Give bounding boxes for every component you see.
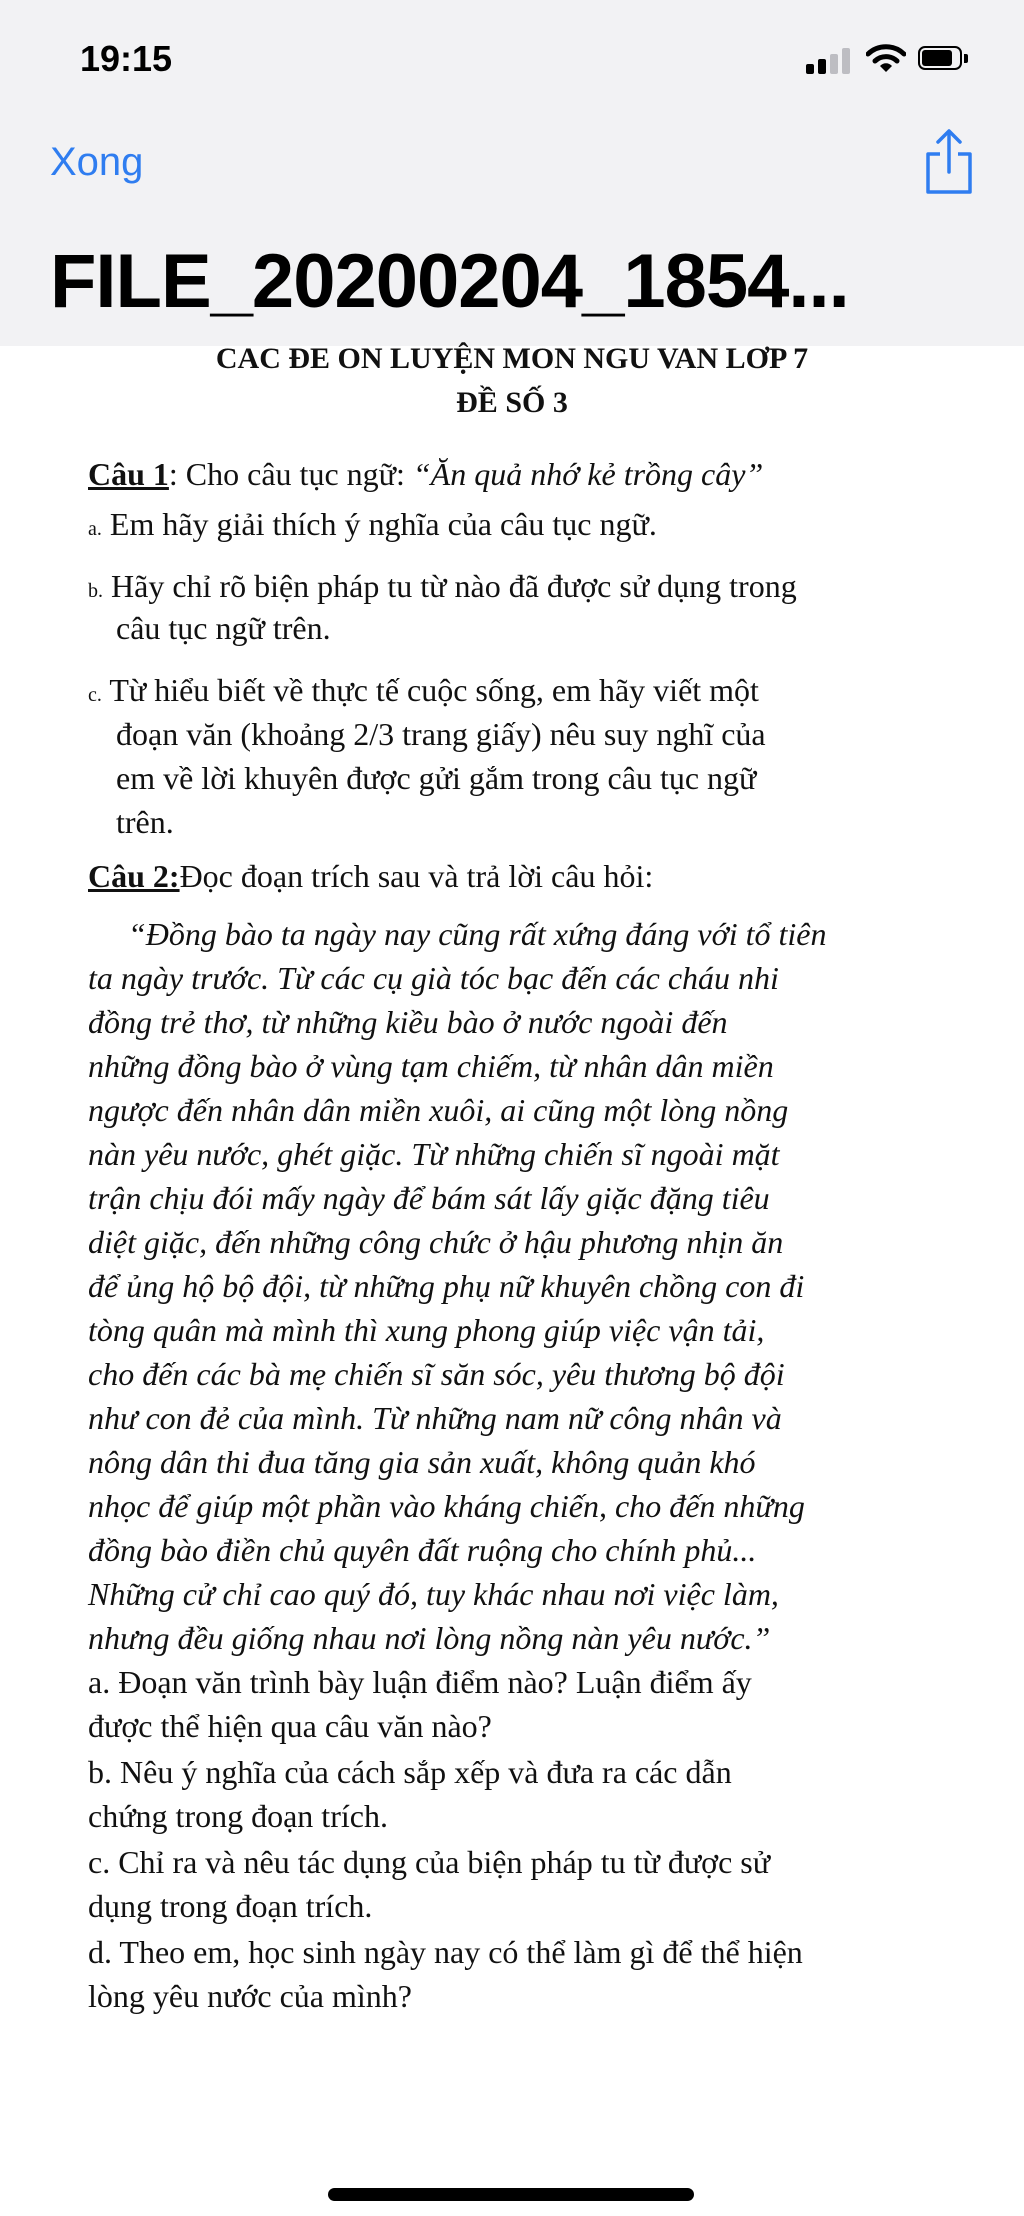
battery-icon — [918, 46, 972, 74]
question-2-intro: Đọc đoạn trích sau và trả lời câu hỏi: — [179, 858, 654, 894]
home-indicator[interactable] — [328, 2188, 694, 2201]
wifi-icon — [866, 44, 906, 74]
item-marker: b. — [88, 580, 103, 602]
question-1a — [88, 506, 657, 543]
question-2a: a. Đoạn văn trình bày luận điểm nào? Luận điểm ấy — [88, 1664, 752, 1700]
proverb-quote: “Ăn quả nhớ kẻ trồng cây” — [412, 456, 764, 492]
passage-line: những đồng bào ở vùng tạm chiếm, từ nhân dân miền — [88, 1048, 774, 1084]
question-1-intro: : Cho câu tục ngữ: — [168, 456, 413, 492]
passage-line: diệt giặc, đến những công chức ở hậu phương nhịn ăn — [88, 1224, 784, 1260]
document-heading: CAC ĐE ON LUYỆN MON NGU VAN LƠP 7 — [215, 342, 809, 375]
passage-line: cho đến các bà mẹ chiến sĩ săn sóc, yêu thương bộ đội — [88, 1356, 785, 1392]
question-1b — [88, 568, 797, 605]
question-2c: c. Chỉ ra và nêu tác dụng của biện pháp tu từ được sử — [88, 1844, 771, 1880]
question-2-label: Câu 2: — [88, 858, 180, 894]
question-1c-text: trên. — [116, 804, 174, 840]
passage-line: nhọc để giúp một phần vào kháng chiến, cho đến những — [88, 1488, 805, 1524]
passage-line: “Đồng bào ta ngày nay cũng rất xứng đáng với tổ tiên — [128, 916, 827, 952]
passage-line: để ủng hộ bộ đội, từ những phụ nữ khuyên chồng con đi — [88, 1268, 805, 1304]
passage-line: nông dân thi đua tăng gia sản xuất, không quản khó — [88, 1444, 756, 1480]
question-1b-text: câu tục ngữ trên. — [116, 610, 331, 646]
passage-line: đồng bào điền chủ quyên đất ruộng cho chính phủ... — [88, 1532, 757, 1568]
navigation-bar — [0, 0, 1024, 346]
question-2c: dụng trong đoạn trích. — [88, 1888, 373, 1924]
item-marker: a. — [88, 518, 102, 540]
question-1c — [88, 672, 759, 709]
question-2b: b. Nêu ý nghĩa của cách sắp xếp và đưa ra các dẫn — [88, 1754, 732, 1790]
question-2b: chứng trong đoạn trích. — [88, 1798, 388, 1834]
share-icon[interactable] — [922, 128, 976, 196]
passage-line: như con đẻ của mình. Từ những nam nữ công nhân và — [88, 1400, 782, 1436]
item-marker: c. — [88, 684, 102, 706]
question-2-title — [88, 858, 653, 895]
status-time: 19:15 — [80, 38, 173, 79]
question-1a-text: Em hãy giải thích ý nghĩa của câu tục ngữ. — [109, 506, 657, 542]
question-2d: d. Theo em, học sinh ngày nay có thể làm gì để thể hiện — [88, 1934, 803, 1970]
passage-line: tòng quân mà mình thì xung phong giúp việc vận tải, — [88, 1312, 765, 1348]
question-1-title — [88, 456, 763, 493]
question-1c-text: đoạn văn (khoảng 2/3 trang giấy) nêu suy nghĩ của — [116, 716, 766, 752]
passage-line: ta ngày trước. Từ các cụ già tóc bạc đến các cháu nhi — [88, 960, 779, 996]
question-1-label: Câu 1 — [88, 456, 169, 492]
document-page — [0, 342, 1024, 2216]
question-2d: lòng yêu nước của mình? — [88, 1978, 412, 2014]
question-1c-text: em về lời khuyên được gửi gắm trong câu tục ngữ — [116, 760, 757, 796]
question-1b-text: Hãy chỉ rõ biện pháp tu từ nào đã được sử dụng trong — [111, 568, 797, 604]
question-2a: được thể hiện qua câu văn nào? — [88, 1708, 492, 1744]
signal-icon — [806, 48, 852, 74]
file-title: FILE_20200204_1854... — [50, 239, 849, 324]
question-1c-text: Từ hiểu biết về thực tế cuộc sống, em hãy viết một — [109, 672, 759, 708]
done-button[interactable]: Xong — [50, 140, 144, 184]
passage-line: nhưng đều giống nhau nơi lòng nồng nàn yêu nước.” — [88, 1620, 771, 1656]
passage-line: nàn yêu nước, ghét giặc. Từ những chiến sĩ ngoài mặt — [88, 1136, 780, 1172]
passage-line: Những cử chỉ cao quý đó, tuy khác nhau nơi việc làm, — [88, 1576, 779, 1612]
passage-line: ngược đến nhân dân miền xuôi, ai cũng một lòng nồng — [88, 1092, 789, 1128]
exam-number: ĐỀ SỐ 3 — [456, 386, 568, 419]
passage-line: trận chịu đói mấy ngày để bám sát lấy giặc đặng tiêu — [88, 1180, 770, 1216]
passage-line: đồng trẻ thơ, từ những kiều bào ở nước ngoài đến — [88, 1004, 728, 1040]
